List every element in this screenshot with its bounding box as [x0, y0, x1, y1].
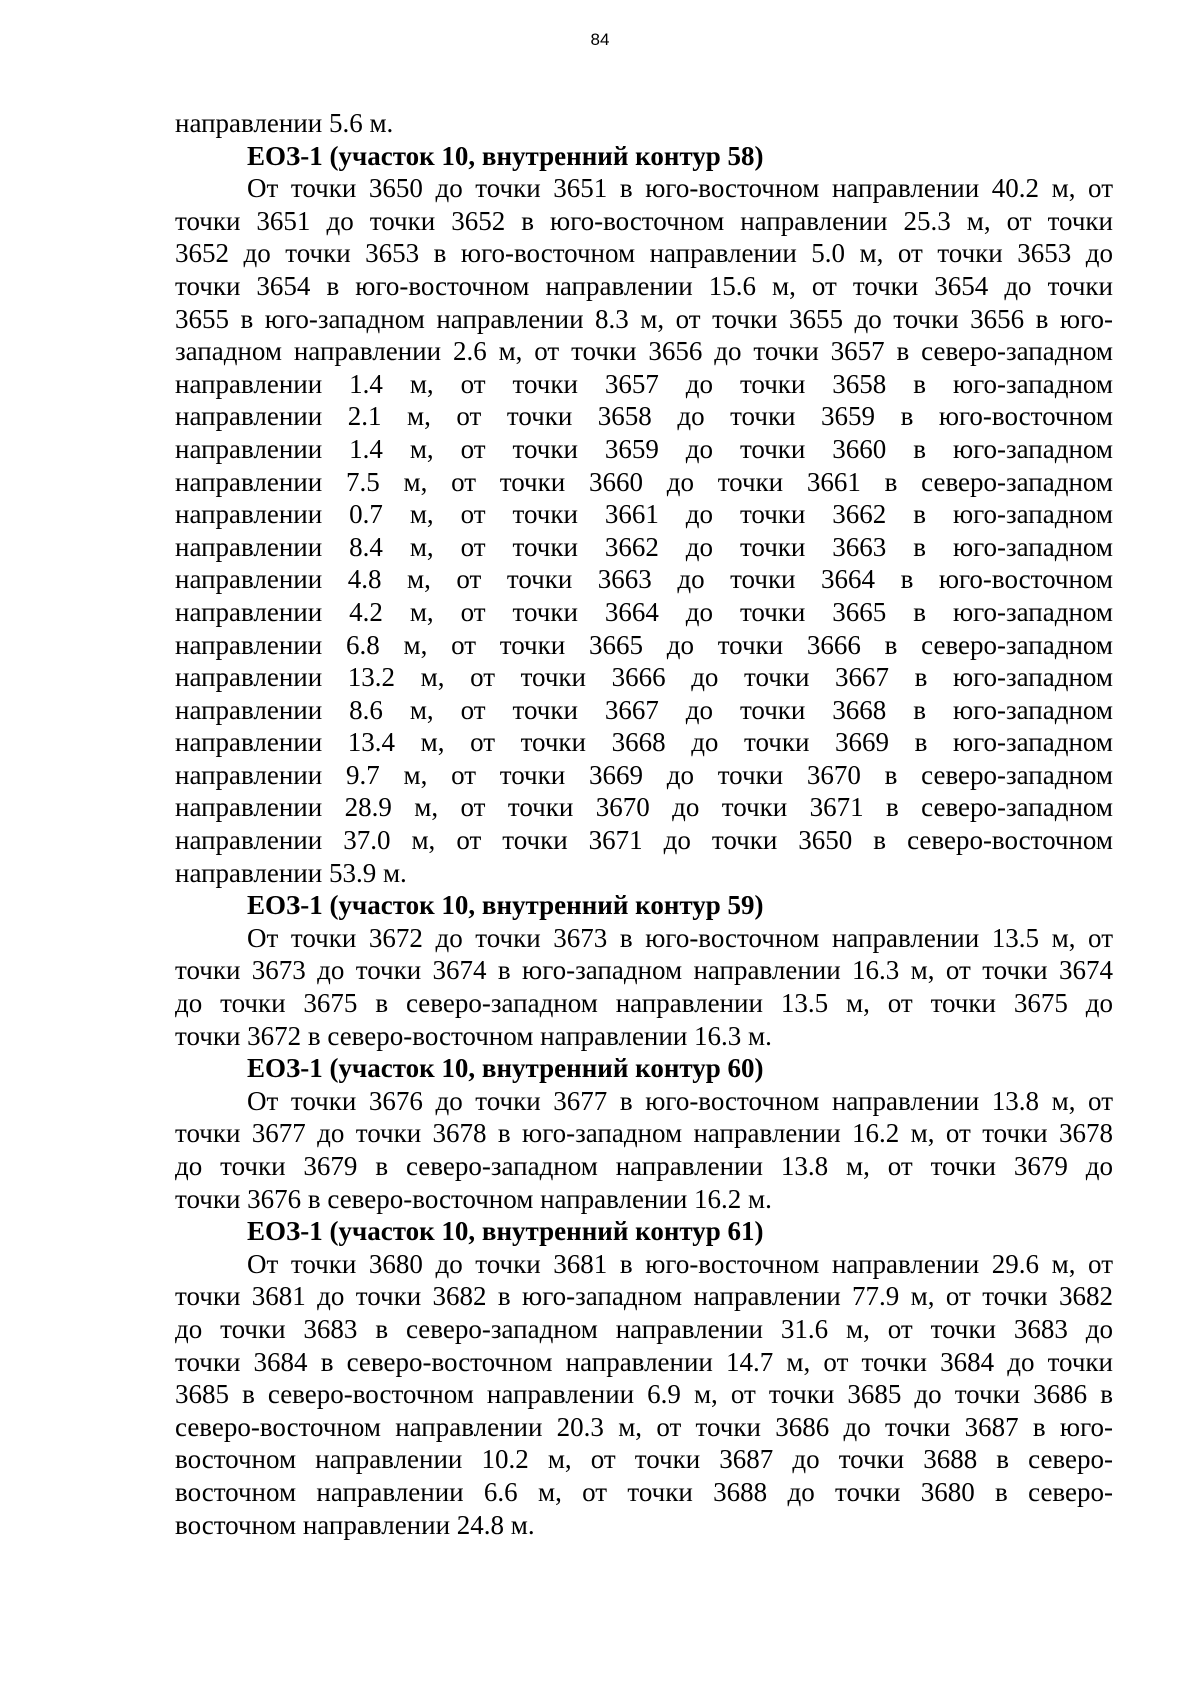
- section-heading: ЕОЗ-1 (участок 10, внутренний контур 61): [247, 1216, 764, 1247]
- text-line: точки 3676 в северо-восточном направлении 16.2 м.: [175, 1183, 772, 1214]
- text-line: восточном направлении 6.6 м, от точки 3688 до точки 3680 в северо-: [175, 1476, 1113, 1507]
- text-line: западном направлении 2.6 м, от точки 3656 до точки 3657 в северо-западном: [175, 336, 1113, 367]
- text-line: точки 3673 до точки 3674 в юго-западном направлении 16.3 м, от точки 3674: [175, 955, 1113, 986]
- text-line: От точки 3650 до точки 3651 в юго-восточном направлении 40.2 м, от: [247, 173, 1113, 204]
- text-line: 3652 до точки 3653 в юго-восточном направлении 5.0 м, от точки 3653 до: [175, 238, 1113, 269]
- text-line: точки 3684 в северо-восточном направлении 14.7 м, от точки 3684 до точки: [175, 1346, 1113, 1377]
- text-line: до точки 3675 в северо-западном направлении 13.5 м, от точки 3675 до: [175, 988, 1113, 1019]
- text-line: направлении 8.4 м, от точки 3662 до точки 3663 в юго-западном: [175, 531, 1113, 562]
- text-line: От точки 3680 до точки 3681 в юго-восточном направлении 29.6 м, от: [247, 1248, 1113, 1279]
- page-number: 84: [590, 30, 610, 49]
- text-line: От точки 3676 до точки 3677 в юго-восточном направлении 13.8 м, от: [247, 1085, 1113, 1116]
- text-line: точки 3681 до точки 3682 в юго-западном направлении 77.9 м, от точки 3682: [175, 1281, 1113, 1312]
- text-line: 3655 в юго-западном направлении 8.3 м, от точки 3655 до точки 3656 в юго-: [175, 303, 1113, 334]
- text-line: направлении 6.8 м, от точки 3665 до точки 3666 в северо-западном: [175, 629, 1113, 660]
- text-line: северо-восточном направлении 20.3 м, от точки 3686 до точки 3687 в юго-: [175, 1411, 1113, 1442]
- text-line: направлении 7.5 м, от точки 3660 до точки 3661 в северо-западном: [175, 466, 1113, 497]
- section-heading: ЕОЗ-1 (участок 10, внутренний контур 58): [247, 140, 764, 171]
- text-line: направлении 4.8 м, от точки 3663 до точки 3664 в юго-восточном: [175, 564, 1113, 595]
- text-line: направлении 4.2 м, от точки 3664 до точки 3665 в юго-западном: [175, 596, 1113, 627]
- text-line: направлении 5.6 м.: [175, 108, 394, 138]
- text-line: точки 3651 до точки 3652 в юго-восточном направлении 25.3 м, от точки: [175, 205, 1113, 236]
- text-line: направлении 1.4 м, от точки 3659 до точки 3660 в юго-западном: [175, 433, 1113, 464]
- text-line: направлении 28.9 м, от точки 3670 до точки 3671 в северо-западном: [175, 792, 1113, 823]
- text-line: направлении 0.7 м, от точки 3661 до точки 3662 в юго-западном: [175, 499, 1113, 530]
- text-line: От точки 3672 до точки 3673 в юго-восточном направлении 13.5 м, от: [247, 922, 1113, 953]
- text-line: точки 3672 в северо-восточном направлении 16.3 м.: [175, 1020, 772, 1051]
- text-line: направлении 2.1 м, от точки 3658 до точки 3659 в юго-восточном: [175, 401, 1113, 432]
- text-line: до точки 3679 в северо-западном направлении 13.8 м, от точки 3679 до: [175, 1151, 1113, 1181]
- section-heading: ЕОЗ-1 (участок 10, внутренний контур 59): [247, 890, 764, 921]
- text-line: направлении 9.7 м, от точки 3669 до точки 3670 в северо-западном: [175, 759, 1113, 790]
- text-line: направлении 13.2 м, от точки 3666 до точки 3667 в юго-западном: [175, 662, 1113, 693]
- text-line: точки 3654 в юго-восточном направлении 15.6 м, от точки 3654 до точки: [175, 270, 1113, 301]
- text-line: направлении 13.4 м, от точки 3668 до точки 3669 в юго-западном: [175, 727, 1113, 758]
- text-line: точки 3677 до точки 3678 в юго-западном направлении 16.2 м, от точки 3678: [175, 1118, 1113, 1149]
- text-line: 3685 в северо-восточном направлении 6.9 м, от точки 3685 до точки 3686 в: [175, 1379, 1113, 1410]
- section-heading: ЕОЗ-1 (участок 10, внутренний контур 60): [247, 1053, 764, 1084]
- text-line: направлении 8.6 м, от точки 3667 до точки 3668 в юго-западном: [175, 694, 1113, 725]
- text-line: восточном направлении 24.8 м.: [175, 1509, 535, 1540]
- text-line: направлении 1.4 м, от точки 3657 до точки 3658 в юго-западном: [175, 368, 1113, 399]
- text-line: направлении 53.9 м.: [175, 857, 407, 888]
- document-body: [175, 107, 1113, 1541]
- text-line: направлении 37.0 м, от точки 3671 до точки 3650 в северо-восточном: [175, 825, 1113, 856]
- text-line: до точки 3683 в северо-западном направлении 31.6 м, от точки 3683 до: [175, 1313, 1113, 1344]
- text-line: восточном направлении 10.2 м, от точки 3687 до точки 3688 в северо-: [175, 1444, 1113, 1475]
